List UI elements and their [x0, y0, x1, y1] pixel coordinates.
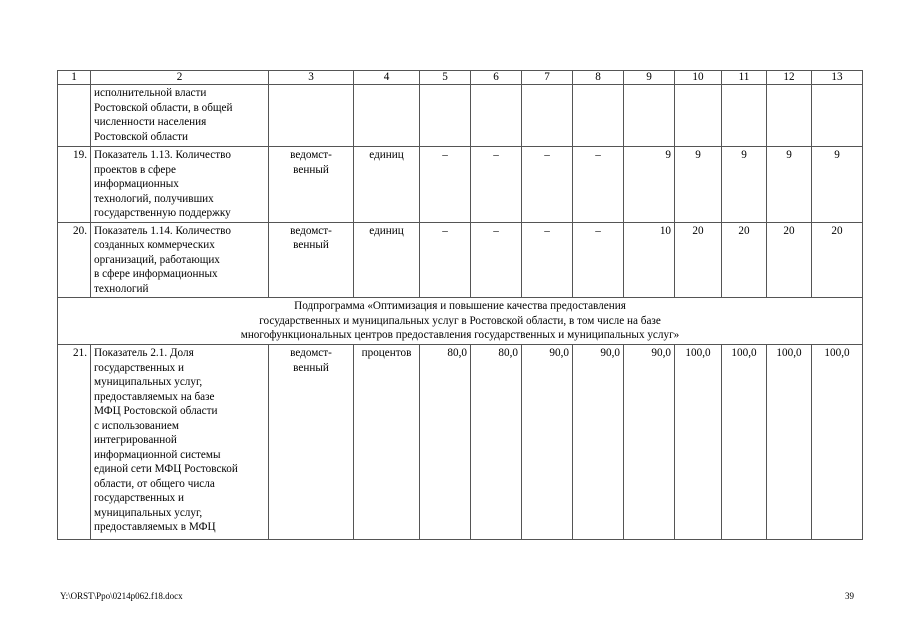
header-cell: 3	[269, 71, 354, 85]
value-cell: 10	[624, 222, 675, 298]
unit-cell: процентов	[354, 345, 420, 540]
text-line: Показатель 1.14. Количество	[94, 224, 231, 237]
value-cell: –	[471, 222, 522, 298]
value-cell: –	[471, 147, 522, 223]
value-cell: 80,0	[471, 345, 522, 540]
header-cell: 5	[420, 71, 471, 85]
text-line: информационной системы	[94, 448, 221, 461]
text-line: государственных и	[94, 492, 185, 504]
text-line: Показатель 2.1. Доля	[94, 347, 194, 359]
row-number: 19.	[58, 147, 91, 223]
value-cell: 20	[722, 222, 767, 298]
text-line: Подпрограмма «Оптимизация и повышение качества предоставления	[294, 300, 626, 312]
value-cell	[471, 85, 522, 147]
value-cell: –	[522, 222, 573, 298]
value-cell: –	[522, 147, 573, 223]
value-cell: 100,0	[722, 345, 767, 540]
indicator-name	[91, 222, 269, 298]
text-line: венный	[293, 239, 329, 251]
value-cell: 20	[767, 222, 812, 298]
text-line: проектов в сфере	[94, 163, 176, 176]
text-line: организаций, работающих	[94, 253, 220, 266]
value-cell: 20	[812, 222, 863, 298]
table-body	[58, 71, 863, 540]
value-cell	[522, 85, 573, 147]
indicator-name	[91, 345, 269, 540]
unit-cell	[354, 85, 420, 147]
value-cell: 9	[767, 147, 812, 223]
text-line: Ростовской области	[94, 130, 188, 143]
table-row	[58, 147, 863, 223]
row-number	[58, 85, 91, 147]
value-cell: –	[420, 222, 471, 298]
header-cell: 2	[91, 71, 269, 85]
text-line: единой сети МФЦ Ростовской	[94, 463, 238, 475]
page-number: 39	[845, 591, 854, 601]
text-line: исполнительной власти	[94, 87, 207, 99]
value-cell	[624, 85, 675, 147]
table-row	[58, 222, 863, 298]
header-cell: 7	[522, 71, 573, 85]
text-line: предоставляемых на базе	[94, 390, 215, 403]
header-cell: 6	[471, 71, 522, 85]
value-cell: 9	[624, 147, 675, 223]
unit-cell: единиц	[354, 222, 420, 298]
value-cell: 9	[722, 147, 767, 223]
value-cell: 90,0	[624, 345, 675, 540]
indicator-type	[269, 147, 354, 223]
text-line: с использованием	[94, 419, 179, 432]
header-row	[58, 71, 863, 85]
text-line: ведомст-	[290, 347, 332, 359]
row-number: 21.	[58, 345, 91, 540]
text-line: предоставляемых в МФЦ	[94, 521, 216, 533]
text-line: государственных и муниципальных услуг в Ростовской области, в том числе на базе	[259, 314, 661, 327]
value-cell: 100,0	[767, 345, 812, 540]
table-row	[58, 345, 863, 540]
text-line: созданных коммерческих	[94, 239, 215, 251]
file-path: Y:\ORST\Ppo\0214p062.f18.docx	[60, 591, 183, 601]
value-cell: 80,0	[420, 345, 471, 540]
text-line: муниципальных услуг,	[94, 376, 203, 388]
text-line: МФЦ Ростовской области	[94, 405, 218, 417]
header-cell: 9	[624, 71, 675, 85]
text-line: технологий	[94, 282, 149, 295]
indicator-type	[269, 222, 354, 298]
text-line: численности населения	[94, 116, 207, 128]
subprogram-row	[58, 298, 863, 345]
table-row	[58, 85, 863, 147]
text-line: государственных и	[94, 361, 185, 374]
value-cell: –	[573, 147, 624, 223]
value-cell: 90,0	[573, 345, 624, 540]
header-cell: 8	[573, 71, 624, 85]
unit-cell: единиц	[354, 147, 420, 223]
value-cell	[812, 85, 863, 147]
text-line: информационных	[94, 178, 179, 190]
text-line: области, от общего числа	[94, 477, 215, 490]
text-line: венный	[293, 361, 329, 374]
value-cell: 100,0	[675, 345, 722, 540]
value-cell: 9	[675, 147, 722, 223]
value-cell: –	[420, 147, 471, 223]
text-line: технологий, получивших	[94, 192, 214, 205]
value-cell	[675, 85, 722, 147]
value-cell: 90,0	[522, 345, 573, 540]
subprogram-title	[58, 298, 863, 345]
header-cell: 10	[675, 71, 722, 85]
value-cell	[420, 85, 471, 147]
text-line: ведомст-	[290, 224, 332, 237]
indicator-name	[91, 147, 269, 223]
indicator-type	[269, 345, 354, 540]
value-cell: 100,0	[812, 345, 863, 540]
text-line: муниципальных услуг,	[94, 506, 203, 519]
value-cell	[573, 85, 624, 147]
header-cell: 11	[722, 71, 767, 85]
header-cell: 4	[354, 71, 420, 85]
text-line: государственную поддержку	[94, 207, 231, 219]
text-line: венный	[293, 163, 329, 176]
value-cell	[767, 85, 812, 147]
value-cell: 20	[675, 222, 722, 298]
text-line: интегрированной	[94, 434, 177, 446]
header-cell: 12	[767, 71, 812, 85]
text-line: ведомст-	[290, 149, 332, 161]
header-cell: 13	[812, 71, 863, 85]
indicator-name	[91, 85, 269, 147]
indicator-type	[269, 85, 354, 147]
text-line: Ростовской области, в общей	[94, 101, 233, 114]
text-line: многофункциональных центров предоставления государственных и муниципальных услуг»	[240, 329, 680, 341]
value-cell: 9	[812, 147, 863, 223]
row-number: 20.	[58, 222, 91, 298]
value-cell: –	[573, 222, 624, 298]
text-line: в сфере информационных	[94, 268, 218, 280]
indicators-table	[57, 70, 863, 540]
value-cell	[722, 85, 767, 147]
text-line: Показатель 1.13. Количество	[94, 149, 231, 161]
header-cell: 1	[58, 71, 91, 85]
